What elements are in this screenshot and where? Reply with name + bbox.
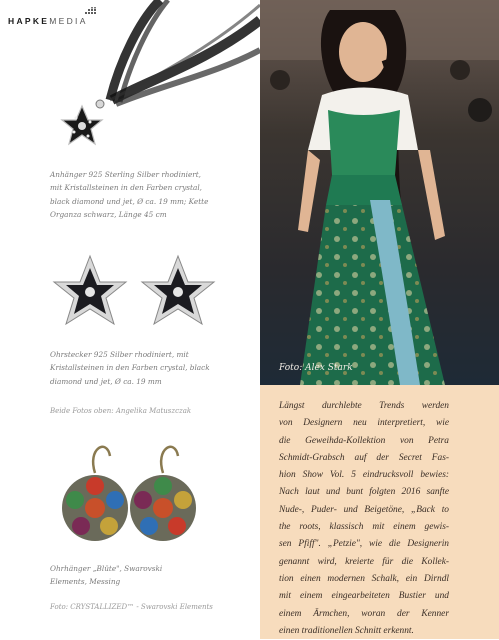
runway-model-figure [260, 0, 499, 385]
photo-credit-top: Beide Fotos oben: Angelika Matuszczak [50, 407, 192, 415]
studs-caption: Ohrstecker 925 Silber rhodiniert, mit Kristallsteinen in den Farben crystal, black diamond und jet, Ø ca. 19 mm [50, 350, 210, 386]
photo-credit-bottom: Foto: CRYSTALLIZED™ - Swarovski Elements [50, 603, 213, 611]
brand-name-bold: HAPKE [8, 16, 50, 26]
brand-name-light: MEDIA [49, 16, 88, 26]
stud-earrings-image [50, 250, 220, 335]
article-body: Längst durchlebte Trends werden von Designern neu interpretiert, wie die Geweihda-Kollektion von Petra Schmidt-Grabsch auf der Secret Fas- hion Show Vol. 5 eindrucksvoll bewies: Nach laut und bunt folgten 2016 sanfte Nude-, Puder- und Beigetöne, „Back to the roots, klassisch mit einem gewis- sen Pfiff". „Petzie", wie die Designerin genannt wird, kreierte für die Kollek- tion einen modernen Schalk, ein Dirndl mit einem eingearbeiteten Bustier und einem Ärmchen, woran der Kenner einen traditionellen Schnitt erkennt. [279, 401, 449, 636]
pendant-necklace-image [50, 0, 260, 160]
hook-earrings-caption: Ohrhänger „Blüte", Swarovski Elements, Messing [50, 564, 163, 587]
flower-earrings-image [55, 438, 215, 548]
runway-photo-credit: Foto: Alex Stark [279, 363, 353, 373]
pendant-caption: Anhänger 925 Sterling Silber rhodiniert, mit Kristallsteinen in den Farben crystal, black diamond und jet, Ø ca. 19 mm; Kette Organza schwarz, Länge 45 cm [50, 170, 209, 220]
runway-photo [260, 0, 499, 385]
